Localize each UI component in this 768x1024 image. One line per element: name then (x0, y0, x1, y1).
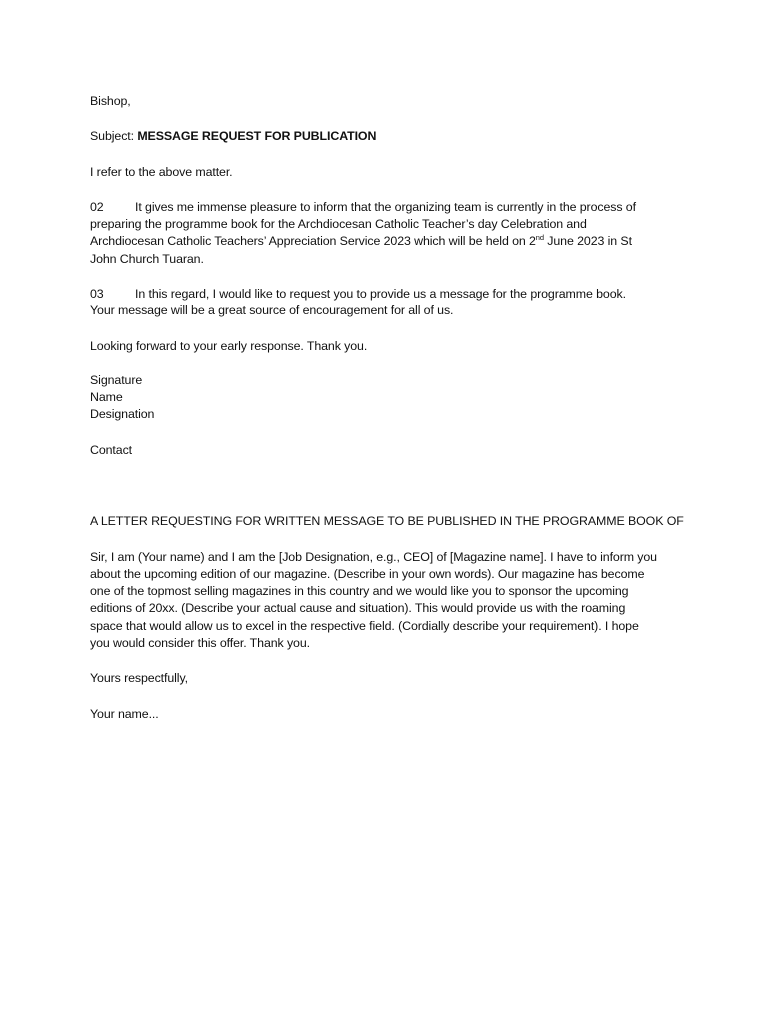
body-line-6: you would consider this offer. Thank you. (90, 636, 310, 650)
paragraph-text: It gives me immense pleasure to inform that the organizing team is currently in the process of (135, 200, 636, 214)
paragraph-text: June 2023 in St (543, 234, 632, 248)
ordinal-suffix: nd (535, 233, 544, 242)
paragraph-02-line-2: preparing the programme book for the Archdiocesan Catholic Teacher’s day Celebration and (90, 217, 587, 231)
subject-line (90, 128, 376, 145)
paragraph-text: Archdiocesan Catholic Teachers’ Appreciation Service 2023 which will be held on 2 (90, 234, 536, 248)
paragraph-02-line-1 (90, 199, 636, 216)
body-line-5: space that would allow us to excel in the respective field. (Cordially describe your requirement). I hope (90, 619, 639, 633)
contact-label: Contact (90, 443, 133, 457)
your-name-placeholder: Your name... (90, 707, 159, 721)
intro-line: I refer to the above matter. (90, 165, 233, 179)
body-line-2: about the upcoming edition of our magazine. (Describe in your own words). Our magazine has become (90, 567, 645, 581)
section-heading: A LETTER REQUESTING FOR WRITTEN MESSAGE TO BE PUBLISHED IN THE PROGRAMME BOOK OF (90, 514, 684, 528)
designation-label: Designation (90, 407, 155, 421)
paragraph-02-line-3 (90, 233, 632, 250)
signoff: Yours respectfully, (90, 671, 188, 685)
paragraph-03-line-1 (90, 286, 626, 303)
salutation: Bishop, (90, 94, 131, 108)
paragraph-02-line-4: John Church Tuaran. (90, 252, 204, 266)
body-line-4: editions of 20xx. (Describe your actual cause and situation). This would provide us with the roaming (90, 601, 626, 615)
paragraph-text: In this regard, I would like to request you to provide us a message for the programme book. (135, 287, 626, 301)
closing-line: Looking forward to your early response. Thank you. (90, 339, 368, 353)
name-label: Name (90, 390, 123, 404)
body-line-3: one of the topmost selling magazines in this country and we would like you to sponsor the upcoming (90, 584, 629, 598)
body-line-1: Sir, I am (Your name) and I am the [Job Designation, e.g., CEO] of [Magazine name]. I have to inform you (90, 550, 657, 564)
subject-title: MESSAGE REQUEST FOR PUBLICATION (137, 129, 377, 143)
signature-label: Signature (90, 373, 143, 387)
paragraph-03-line-2: Your message will be a great source of encouragement for all of us. (90, 303, 454, 317)
subject-prefix: Subject: (90, 129, 138, 143)
paragraph-number: 03 (90, 287, 104, 301)
paragraph-number: 02 (90, 200, 104, 214)
